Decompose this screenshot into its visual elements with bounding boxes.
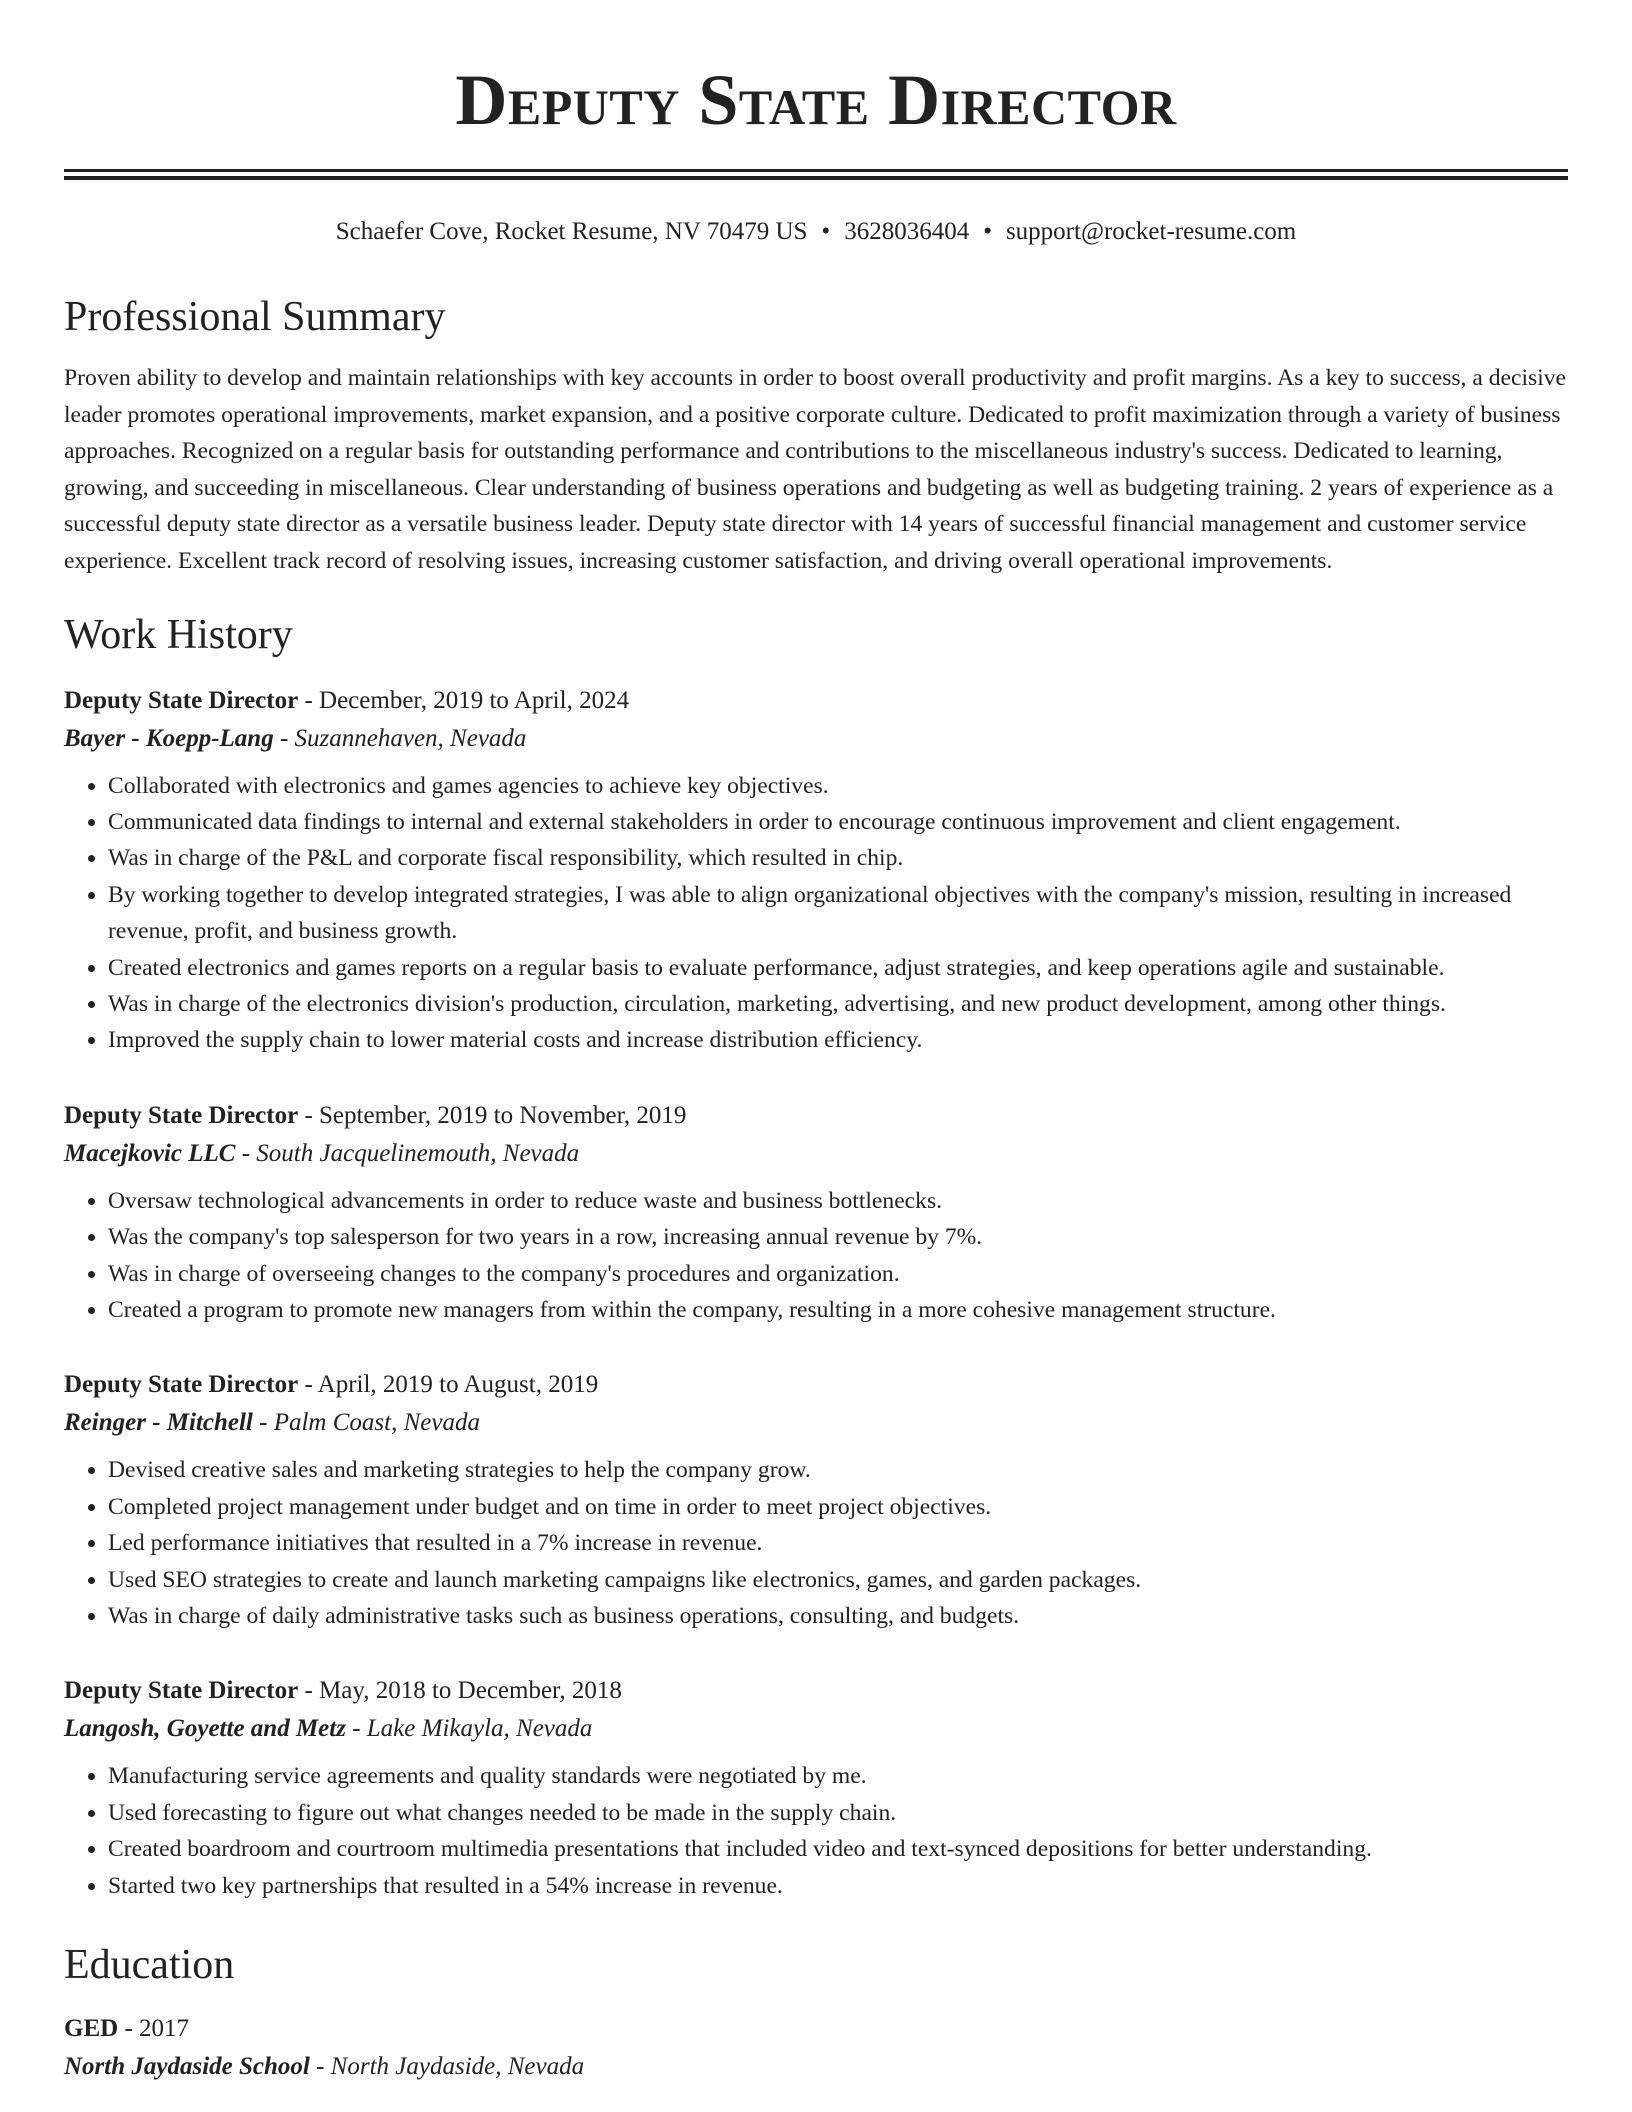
job-bullets	[64, 768, 1568, 1059]
job-bullet: • Used SEO strategies to create and launch marketing campaigns like electronics, games, and garden packages.	[108, 1562, 1568, 1598]
job-role-line	[64, 1366, 1568, 1404]
job-bullets	[64, 1183, 1568, 1329]
job-company: Langosh, Goyette and Metz	[64, 1715, 346, 1743]
job-bullets	[64, 1452, 1568, 1634]
job-dates: - December, 2019 to April, 2024	[298, 686, 630, 714]
job-bullet: • Was in charge of daily administrative tasks such as business operations, consulting, and budgets.	[108, 1598, 1568, 1634]
summary-heading: Professional Summary	[64, 294, 446, 340]
contact-address: Schaefer Cove, Rocket Resume, NV 70479 US	[335, 218, 808, 245]
job-bullet: • Was in charge of the electronics division's production, circulation, marketing, advertising, and new product development, among other things.	[108, 986, 1568, 1022]
job-bullet: • Created electronics and games reports on a regular basis to evaluate performance, adjust strategies, and keep operations agile and sustainable.	[108, 950, 1568, 986]
job-company-line	[64, 1404, 1568, 1442]
job-bullet: • Created a program to promote new managers from within the company, resulting in a more cohesive management structure.	[108, 1292, 1568, 1328]
job-bullet: • Used forecasting to figure out what changes needed to be made in the supply chain.	[108, 1795, 1568, 1831]
job-bullet: • By working together to develop integrated strategies, I was able to align organizational objectives with the company's mission, resulting in increased revenue, profit, and business growth.	[108, 877, 1568, 950]
education-degree: GED	[64, 2015, 119, 2043]
job-bullet: • Oversaw technological advancements in order to reduce waste and business bottlenecks.	[108, 1183, 1568, 1219]
job-bullet: • Was in charge of the P&L and corporate fiscal responsibility, which resulted in chip.	[108, 840, 1568, 876]
contact-email: support@rocket-resume.com	[1005, 218, 1297, 245]
job-company-line	[64, 1135, 1568, 1173]
contact-separator: •	[821, 218, 831, 245]
job-bullet: • Completed project management under budget and on time in order to meet project objectives.	[108, 1489, 1568, 1525]
resume-title: Deputy State Director	[455, 60, 1177, 140]
job-company: Macejkovic LLC	[64, 1139, 236, 1167]
job-company: Bayer - Koepp-Lang	[64, 724, 274, 752]
job-entry	[64, 1097, 1568, 1329]
job-bullet: • Was the company's top salesperson for two years in a row, increasing annual revenue by 7%.	[108, 1219, 1568, 1255]
job-bullet: • Started two key partnerships that resulted in a 54% increase in revenue.	[108, 1868, 1568, 1904]
contact-phone: 3628036404	[844, 218, 970, 245]
job-entry	[64, 1672, 1568, 1904]
job-bullet: • Devised creative sales and marketing strategies to help the company grow.	[108, 1452, 1568, 1488]
education-heading: Education	[64, 1942, 235, 1989]
education-year: - 2017	[118, 2015, 190, 2043]
education-entry	[64, 2010, 1568, 2086]
resume-page	[64, 0, 1568, 2086]
job-location: - Suzannehaven, Nevada	[273, 724, 527, 752]
job-company: Reinger - Mitchell	[64, 1409, 253, 1437]
job-bullet: • Improved the supply chain to lower material costs and increase distribution efficiency.	[108, 1022, 1568, 1058]
job-dates: - April, 2019 to August, 2019	[298, 1371, 599, 1399]
education-location: - North Jaydaside, Nevada	[309, 2053, 585, 2081]
job-location: - Palm Coast, Nevada	[252, 1409, 480, 1437]
job-entry	[64, 682, 1568, 1059]
job-bullet: • Created boardroom and courtroom multimedia presentations that included video and text-synced depositions for better understanding.	[108, 1831, 1568, 1867]
contact-info	[64, 216, 1568, 248]
job-bullet: • Manufacturing service agreements and quality standards were negotiated by me.	[108, 1758, 1568, 1794]
job-bullet: • Was in charge of overseeing changes to the company's procedures and organization.	[108, 1256, 1568, 1292]
education-school: North Jaydaside School	[64, 2053, 310, 2081]
summary-text: Proven ability to develop and maintain relationships with key accounts in order to boost overall productivity and profit margins. As a key to success, a decisive leader promotes operational improvements, market expansion, and a positive corporate culture. Dedicated to profit maximization through a variety of business approaches. Recognized on a regular basis for outstanding performance and contributions to the miscellaneous industry's success. Dedicated to learning, growing, and succeeding in miscellaneous. Clear understanding of business operations and budgeting as well as budgeting training. 2 years of experience as a successful deputy state director as a versatile business leader. Deputy state director with 14 years of successful financial management and customer service experience. Excellent track record of resolving issues, increasing customer satisfaction, and driving overall operational improvements.	[64, 365, 1567, 574]
job-role-line	[64, 1097, 1568, 1135]
job-role-line	[64, 1672, 1568, 1710]
job-location: - South Jacquelinemouth, Nevada	[235, 1139, 580, 1167]
education-degree-line	[64, 2010, 1568, 2048]
title-divider	[64, 169, 1568, 180]
job-bullet: • Collaborated with electronics and games agencies to achieve key objectives.	[108, 768, 1568, 804]
job-dates: - September, 2019 to November, 2019	[298, 1101, 687, 1129]
contact-separator: •	[983, 218, 992, 245]
job-company-line	[64, 1710, 1568, 1748]
job-bullet: • Led performance initiatives that resulted in a 7% increase in revenue.	[108, 1525, 1568, 1561]
job-bullets	[64, 1758, 1568, 1904]
job-role: Deputy State Director	[64, 686, 299, 714]
job-location: - Lake Mikayla, Nevada	[345, 1715, 593, 1743]
job-role: Deputy State Director	[64, 1371, 299, 1399]
work-history-heading: Work History	[64, 611, 293, 658]
job-role: Deputy State Director	[64, 1101, 299, 1129]
job-role-line	[64, 682, 1568, 720]
job-bullet: • Communicated data findings to internal and external stakeholders in order to encourage continuous improvement and client engagement.	[108, 804, 1568, 840]
education-school-line	[64, 2048, 1568, 2086]
job-company-line	[64, 720, 1568, 758]
job-entry	[64, 1366, 1568, 1634]
job-dates: - May, 2018 to December, 2018	[298, 1677, 622, 1705]
job-role: Deputy State Director	[64, 1677, 299, 1705]
